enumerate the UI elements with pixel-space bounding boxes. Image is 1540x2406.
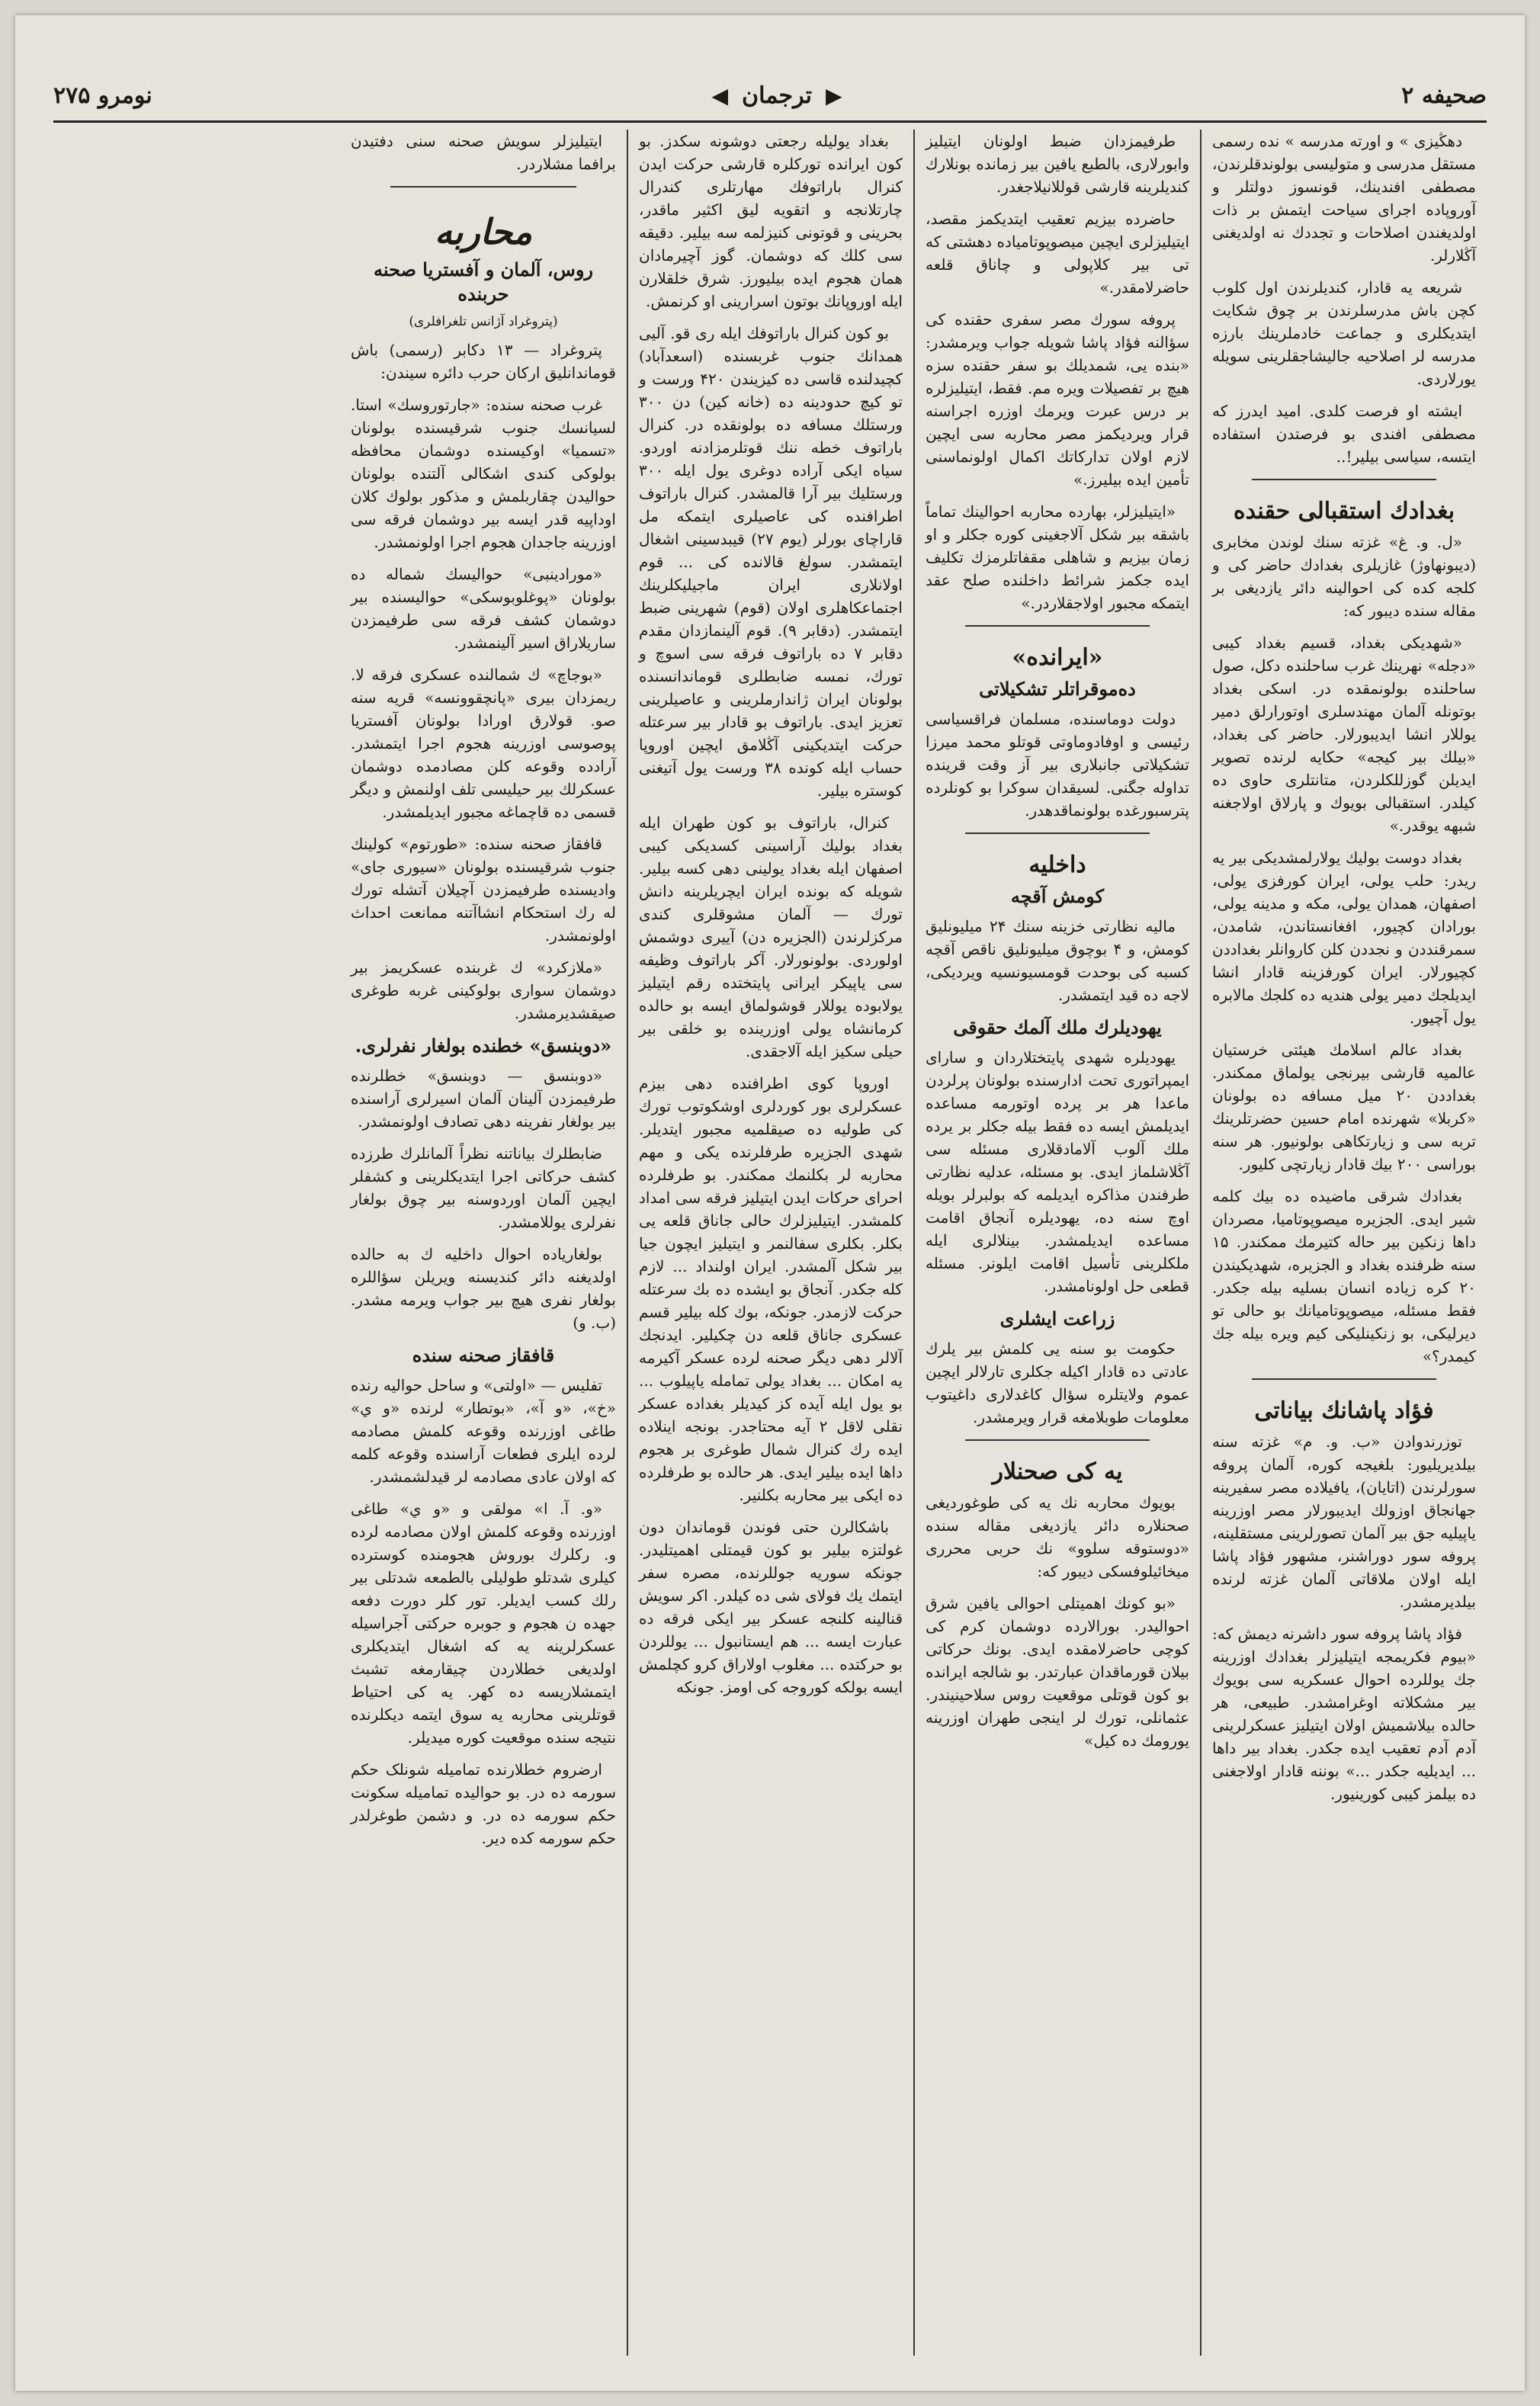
section-divider xyxy=(1252,1378,1436,1380)
section-divider xyxy=(965,832,1150,834)
header-rule xyxy=(53,120,1487,123)
paragraph: «بوجاچ» ك شمالنده عسکری فرقه لا. ریمزدان بیری «پانچقوونسه» قریه سنه صو. قولارق اورادا بولونان آفستریا پوصوسی اوزرینه هجوم اجرا ایتمشدر. آرادده وقوعه کلن مصادمده دوشمان عسکرلك بیر حیلیسی تلف اولنمش و دیگر قسمی ده قاچماغه مجبور ایدیلمشدر. xyxy=(351,666,616,821)
paragraph: بغدادك شرقی ماضیده ده بیك کلمه شیر ایدی. الجزیره میصوپوتامیا، مصردان داها زنکین بیر حاله کتیرمك ممکندر. ۱۵ سنه ظرفنده بغداد و الجزیره، شهدیکیندن ۲۰ کره زیاده انسان بسلیه بیله جکدر. فقط مسئله، میصوپوتامیانك بو حالی تو دیرلیکی، بو زنکینلیکی کیم ویره بیله جك کیمدر؟» xyxy=(1212,1187,1476,1365)
paragraph: دولت دوماسنده، مسلمان فراقسیاسی رئیسی و اوفادوماوتی قوتلو محمد میرزا تشکیلاتی جانبلاری بیر آز وقت قرینده تداوله جگنی. لسیقدان سوکرا بو کونلرده پترسبورغده بولونماقدهدر. xyxy=(926,710,1189,820)
section-title: داخلیه xyxy=(1028,852,1086,878)
article-columns xyxy=(53,130,1487,2356)
paragraph: ضابطلرك بیاناتنه نظراً آلمانلرك طرزده کشف حرکاتی اجرا ایتدیکلرینی و کشفلر ایچین آلمان اوردوسنه بیر چوق بولغار نفرلری یوللامشدر. xyxy=(351,1144,616,1231)
section-subtitle: «دوبنسق» خطنده بولغار نفرلری. xyxy=(355,1035,612,1057)
paragraph: ایشته او فرصت کلدی. امید ایدرز که مصطفی افندی بو فرصتدن استفاده ایتسه، سیاسی بیلیر!.. xyxy=(1212,402,1476,466)
section-subtitle: روس، آلمان و آفستریا صحنه حربنده xyxy=(373,258,594,305)
paragraph: باشکالرن حتی فوندن قوماندان دون غولتزه بیلیر بو کون قیمتلی اهمیتلیدر. جونکه سوریه جوللرنده، مصره سفر ایتمك یك فولای شی ده کیلدر. اکر سویش قنالینه کلنجه عسکر بیر ایکی فرقه ده عبارت ایسه ... هم ایستانبول ... یوللردن بو حرکتده ... مغلوب اولاراق کرو کچلمش ایسه بولکه کوروجه کی اومز. جونکه xyxy=(639,1518,903,1696)
section-title: فؤاد پاشانك بیاناتی xyxy=(1254,1397,1434,1424)
page-number-label: صحیفه ۲ xyxy=(1401,82,1487,109)
paragraph: بغداد عالم اسلامك هیئتی خرستیان عالمیه قارشی بیرنجی یولماق ممکندر. بغداددن ۲۰ میل مسافه ده بولونان «کربلا» شهرنده امام حسین حضرتلرینك تربه سی و زیارتکاهی بولونیور. هر سنه بوراسی ۲۰۰ بیك قادار زیارتچی کلیور. xyxy=(1212,1041,1476,1173)
section-title: «ایرانده» xyxy=(1012,644,1103,671)
paragraph: بو کون کنرال باراتوفك ایله ری قو. آلیی همدانك جنوب غربسنده (اسعدآباد) کچیدلنده قاسی ده کیزیندن ۴۲۰ ورست و تو کیچ حدودینه ده (خانه کین) دن ۳۰۰ ورستلك مسافه ده بولونقده در. کنرال باراتوف خطه ننك قوتلرمزادنه اوردو. سیاه ایکی آراده دوغری یول ایله ۳۰۰ ورستلیك بیر آرا قالمشدر. کنرال باراتوف اطرافنده کی عاصیلری ایتمکه مل قاراچای بورلر (یوم ۲۷) قیبدسینی اشغال ایتمشدر. سولغ قالانده کی ... قوم اولانلاری ایران ماجیلیكلرینك اجتماعکاهلری اولان (قوم) شهرینی ضبط ایتمشدر. (دقابر ۹). قوم آلینمازدان مقدم دقابر ۷ ده باراتوف فرقه سی اسوچ و تورك، نمسه ضابطلری قوماندانسنده بولونان ایران ژاندارملرینی و عاصیلرینی تعزیز ایدی. باراتوف بو قادار بیر سرعتله حرکت ایتدیکینی آڭلامق ایچین اوروپا حساب ایله کونده ۳۸ ورست یول آتیغنی کوستره بیلیر. xyxy=(639,324,903,800)
section-title: یه کی صحنلار xyxy=(992,1458,1123,1485)
paragraph: فؤاد پاشا پروفه سور داشرنه دیمش که: «بیوم فکریمجه ایتیلیزلر بغدادك اوزرینه جك یوللرده احوال عسکریه سی بویوك بیر مشکلاته اوغرامشدر. طبیعی، هر حالده بیلاشمیش اولان ایتیلیز عسکرلرینی آدم آدم تعقیب ایده جکدر. بغداد بیر داها ... ایدیلیه جکدر ...» بوننه قادار اولاجغنی ده بیلمز کیبی کورینیور. xyxy=(1212,1625,1476,1803)
masthead-right-arrow-icon: ▶ xyxy=(826,82,842,108)
page-header xyxy=(53,69,1487,122)
paragraph: پتروغراد — ۱۳ دکابر (رسمی) باش قوماندانلیق ارکان حرب دائره سیندن: xyxy=(351,341,616,382)
paragraph: بولغاریاده احوال داخلیه ك به حالده اولدیغنه دائر کندیسنه ویریلن سؤاللره بولغار نفری هیچ بیر جواب ویرمه مشدر. (ب. و) xyxy=(351,1245,616,1332)
paragraph: «دوبنسق — دوبنسق» خطلرنده طرفیمزدن آلینان آلمان اسیرلری آراسنده بیر بولغار نفرینه دهی تصادف اولونمشدر. xyxy=(351,1067,616,1131)
paragraph: بویوك محاربه نك یه کی طوغوردیغی صحنلاره دائر یازدیغی مقاله سنده «دوستوقه سلوو» نك حربی محرری میخائیلوفسکی دیبور که: xyxy=(926,1493,1189,1580)
paragraph: ایتیلیزلر سویش صحنه سنی دفتیدن برافما مشلاردر. xyxy=(351,132,616,173)
paragraph: حاضرده بیزیم تعقیب ایتدیکمز مقصد، ایتیلیزلری ایچین میصوپوتامیاده دهشتی که تی بیر کلاپولی و چاناق قلعه حاضرلامقدر.» xyxy=(926,210,1189,297)
section-subtitle: کومش آقچه xyxy=(1010,885,1105,907)
section-divider xyxy=(965,625,1150,627)
paragraph: شریعه یه قادار، کندیلرندن اول کلوب کچن باش مدرسلرندن بر چوق شکایت ایتدیكلری و جماعت خادملرینك بارزه مدرسه لر اصلاحیه جالیشاجقلرینی سویله یورلاردی. xyxy=(1212,278,1476,388)
paragraph: «ملازکرد» ك غربنده عسکریمز بیر دوشمان سواری بولوکینی غربه طوغری صیقشدیرمشدر. xyxy=(351,958,616,1022)
paragraph: «مورادینبی» حوالیسك شماله ده بولونان «پوغلوبوسکی» حوالیسنده بیر دوشمان کشف فرقه سی طرفیمزدن ساریلاراق اسیر آلینمشدر. xyxy=(351,565,616,652)
section-note: (پتروغراد آژانس تلغرافلری) xyxy=(409,314,558,329)
paragraph: «شهدیکی بغداد، قسیم بغداد کیبی «دجله» نهرینك غرب ساحلنده دکل، صول ساحلنده بولونمقده در. اسکی بغداد بوتونله آلمان مهندسلری اوتورارلق دمیر یوللار انشا ایدیبورلار. حاضر کی بغداد، «بیلك بیر کیجه» حکایه لرنده تصویر ایدیلن گوزللکلردن، متانتلری حاوی ده کیلدر. استقبالی بویوك و پارلاق اولاجغنه شبهه یوقدر.» xyxy=(1212,634,1476,835)
section-divider xyxy=(1252,479,1436,480)
paragraph: حکومت بو سنه یی کلمش بیر یلرك عادتی ده قادار اکیله جکلری تارلالر ایچین عموم ولایتلره سؤال کاغدلاری داغیتوب معلومات طوبلامغه قرار ویرمشدر. xyxy=(926,1339,1189,1426)
paragraph: تفلیس — «اولتی» و ساحل حوالیه رنده «خ»، «و آ»، «بوتطار» لرنده «و ي» طاغی اوزرنده وقوعه کلمش مصادمه لرده ایلری فطعات آراسنده وقوعه کلمه که اولان عادی مصادمه لر قیدلشمشدر. xyxy=(351,1376,616,1486)
paragraph: یهودیلره شهدی پایتختلاردان و سارای ایمپراتوری تحت ادارسنده بولونان پرلردن ماعدا هر بر پرده اوتورمه مساعده ایدیلمش ایسه ده فقط بیله جکلر بر یرده ملك آلوب آلامادقلاری مسئله سی آڭلاشلماز ایدی. بو مسئله، عدلیه نظارتی طرفندن مذاکره ایدیلمه که بولبرلر بویله اوچ سنه ده، یهودیلره آنجاق اقامت مساعده ایدیلمشدر. بینلالری ایله ملکلرینی تأسیل اقامت ایلونر. مسئله قطعی حل اولونامشدر. xyxy=(926,1048,1189,1295)
column-1 xyxy=(1200,130,1487,2356)
section-title: محاربه xyxy=(434,211,533,252)
paragraph: اوروپا کوی اطرافنده دهی بیزم عسکرلری بور کوردلری اوشکوتوب تورك کی طولیه ده صیقلمیه مجبور ایتدیلر. شهدی الجزیره طرفلرنده یکی و مهم محاربه لر بکلنمك ممکندر. بو طرفلرده احرای حرکات ایدن ایتیلیز فرقه سی امداد کلمشدر. ایتیلیزلرك حالی جاناق قلعه یی بکلر. بکلری سفالنمر و ایتیلیز ایچون جیا بیر شکل آلمشدر. ایران اولنداد ... لازم کله جکدر. آنجاق بو ایشده ده بك سرعتله حرکت لازمدر. جونکه، بوك کله بیلیر قسم عسکری جاناق قلعه دن چکیلیر. ایدنجك آلالر دهی دیگر صحنه لرده عسکر آکیرمه یه امکان ... بغداد یولی تمامله یاپیلوب ... بو یول ایله آیده کز کیدیلر بغداده عسکر نقلی لاقل ۲ آیه محتاجدر. بونجه اینلاده ایده رك کنرال شمال طوغری بر هجوم داها ایده بیلیر ایدی. هر حالده بو طرفلرده ده ایکی بیر محاربه بکلنیر. xyxy=(639,1074,903,1504)
paragraph: قافقاز صحنه سنده: «طورتوم» کولینك جنوب شرقیسنده بولونان «سیوری جای» وادیسنده طرفیمزدن آچیلان آتشله تورك له رك استحکام انشاآتنه ممانعت احداث اولونمشدر. xyxy=(351,835,616,945)
masthead-left-arrow-icon: ◀ xyxy=(711,82,729,108)
section-subtitle: قافقاز صحنه سنده xyxy=(412,1344,555,1366)
section-subtitle: یهودیلرك ملك آلمك حقوقی xyxy=(953,1016,1162,1038)
column-4 xyxy=(340,130,627,2356)
paragraph: دهڭیزی » و اورته مدرسه » نده رسمی مستقل مدرسی و متولیسی بولوندقلرندن، مصطفی افندینك، قونسوز دولتلر و آوروپاده اجرای سیاحت ایتمش بر ذات اولدیغندن اصلاحات و تجددك نه اولدیغنی آڭلارلر. xyxy=(1212,132,1476,265)
paragraph: طرفیمزدان ضبط اولونان ایتیلیز وابورلاری، بالطبع یافین بیر زمانده بونلارك کندیلرینه قارشی قوللانیلاجغدر. xyxy=(926,132,1189,196)
section-title: بغدادك استقبالی حقنده xyxy=(1233,498,1455,525)
column-2 xyxy=(913,130,1200,2356)
masthead xyxy=(711,82,842,109)
paragraph: کنرال، باراتوف بو کون طهران ایله بغداد بولیك آراسینی کسدیکی کیبی اصفهان ایله بغداد یولینی دهی کسه بیلیر. شویله که بونده ایران ایچریلرینه دانش تورك — آلمان مشوقلری کندی مرکزلرندن (الجزیره دن) آییری دوشمش اولوردی. بولونورلار. آکر باراتوف وظیفه سی یاپیکر ایرانی پایتختده رقم ایتیلیز یولابوده یوللار قوشولماق ایسه بو حالده کرمانشاه یولی اوزرینده بو خلقی بیر حیلی سکیز ایله آلاجقدی. xyxy=(639,813,903,1060)
paragraph: ارضروم خطلارنده تمامیله شونلک حکم سورمه ده در. بو حوالیده تمامیله سکونت حکم سورمه ده در. و دشمن طوغرلدر حکم سورمه کده دیر. xyxy=(351,1760,616,1847)
column-3 xyxy=(627,130,913,2356)
paragraph: «و. آ. ا» مولقی و «و ي» طاغی اوزرنده وقوعه کلمش اولان مصادمه لرده و. رکلرك بوروش هجومنده کوسترده کیلری شدتلو طولیلی بالطمعه شدتلی بیر رلك کسب ایدیلر. تور کلر دورت دفعه جهده ن هجوم و جوبره حرکتی آجراسیله عسکرلرینه یه که اشغال ایتدیکلری اولدیغی خطلاردن چیقارمغه تشبث ایتمشلاریسه ده کهر. یه کی احتیاط قوتلرینی محاربه یه سوق ایتمه دیکلرنده نتیجه سنده موقعیت کوره میدیلر. xyxy=(351,1500,616,1747)
paragraph: مالیه نظارتی خزینه سنك ۲۴ میلیونلیق کومش، و ۴ بوچوق میلیونلیق ناقص آقچه کسبه کی بوحدت قومسیونسیه ویردیکی، لاجه ده قید ایتمشدر. xyxy=(926,917,1189,1004)
paragraph: «ل. و. غ» غزته سنك لوندن مخابری (دیبونهاوژ) غازیلری بغدادك حاضر کی و کلجه کده کی احوالینه دائر یازدیغی بر مقاله سنده دیبور که: xyxy=(1212,533,1476,620)
section-subtitle: زراعت ایشلری xyxy=(999,1307,1115,1330)
paragraph: پروفه سورك مصر سفری حقنده کی سؤالنه فؤاد پاشا شویله جواب ویرمشدر: «بنده یی، شمدیلك بو سفر حقنده سزه هیچ بر تفصیلات ویره مم. فقط، ایتیلیزلره بر درس عبرت ویرمك اوزره اجراسنه قرار ویردیکمز مصر محاربه سی ایچین لازم اولان تدارکاتك اکمال اولونماسنی تأمین ایده بیلیرز.» xyxy=(926,310,1189,489)
paragraph: بغداد یولیله رجعتی دوشونه سکدز. بو کون ایرانده تورکلره قارشی حرکت ایدن کنرال باراتوفك مهارتلری کندرال چارتلانجه و اتقویه لیق اکثیر ماقدر، بحرینی و قوتونی کنیزلمه سه بیلیر. دقیقه سی کلك که دوشمان. گوز آچیرمادان همان هجوم ایده بیلیورز. شرق خلقلارن ایله اوروپانك بوتون اسرارینی او کرنمش. xyxy=(639,132,903,310)
section-divider xyxy=(965,1439,1150,1441)
paragraph: بغداد دوست بولیك یولارلمشدیکی بیر یه ریدر: حلب یولی، ایران کورفزی یولی، اصفهان، همدان یولی، مکه و مدینه یولی، بورادان کچیور، افغانستاندن، شامدن، سمرقنددن و نجددن کلن کاروانلر بغداددن کچیورلار. ایران کورفزینه قادار انشا ایدیلجك دمیر یولی هندیه ده کلجك مالابره یول آچیور. xyxy=(1212,849,1476,1027)
paragraph: «ایتیلیزلر، بهارده محاربه احوالینك تماماً باشقه بیر شکل آلاجغینی کوره جکلر و او زمان بیزیم و شاهلی مقفاتلرمزك تکلیف ایده جکمز شرائط داخلنده صلح عقد ایتمکه مجبور اولاجقلاردر.» xyxy=(926,502,1189,612)
paragraph: «بو کونك اهمیتلی احوالی یافین شرق احوالیدر. بورالارده دوشمان کرم کی کوچی حاضرلامقده ایدی. بونك حرکاتی بیلان قورماقدان عبارتدر. بو شالجه ایرانده بو کون قوتلی موقعیت روس سلاحینیندر. عثمانلی، تورك لر اینجی طهران اوزرینه یورومك ده کیل» xyxy=(926,1594,1189,1750)
section-subtitle: دەموقراتلر تشکیلاتی xyxy=(979,678,1136,700)
paragraph: غرب صحنه سنده: «جارتوروسك» استا. لسیانسك جنوب شرقیسنده بولونان «تسمیا» اوکیسنده دوشمان محافظه بولوکی کندی اشکالی آلتنده بولونان حوالیدن چقاربلمش و مذکور بولوك کلان اوداپیه قدر ایسه بیر دوشمان فرقه سی اوزرینه جاجدان هجوم اجرا اولونمشدر. xyxy=(351,396,616,551)
paragraph: توزرندوادن «ب. و. م» غزته سنه بیلدیریلیور: بلغیجه کوره، آلمان پروفه سورلرندن (اتایان)، یافیلاده مصر سفیرینه جهانجاق اوزولك ایدیبورلار مصر اوزرینه یاپیلیه جق بیر آلمان تصورلرینی مستقلینه، پروفه سور دوراشنر، مشهور فؤاد پاشا ایله اولان ملاقاتی آلمان غزته لرنده بیلدیرمشدر. xyxy=(1212,1432,1476,1611)
newspaper-page xyxy=(15,15,1525,2391)
section-divider xyxy=(390,186,576,188)
newspaper-title: ترجمان xyxy=(742,82,812,109)
issue-number-label: نومرو ۲۷۵ xyxy=(53,82,152,109)
